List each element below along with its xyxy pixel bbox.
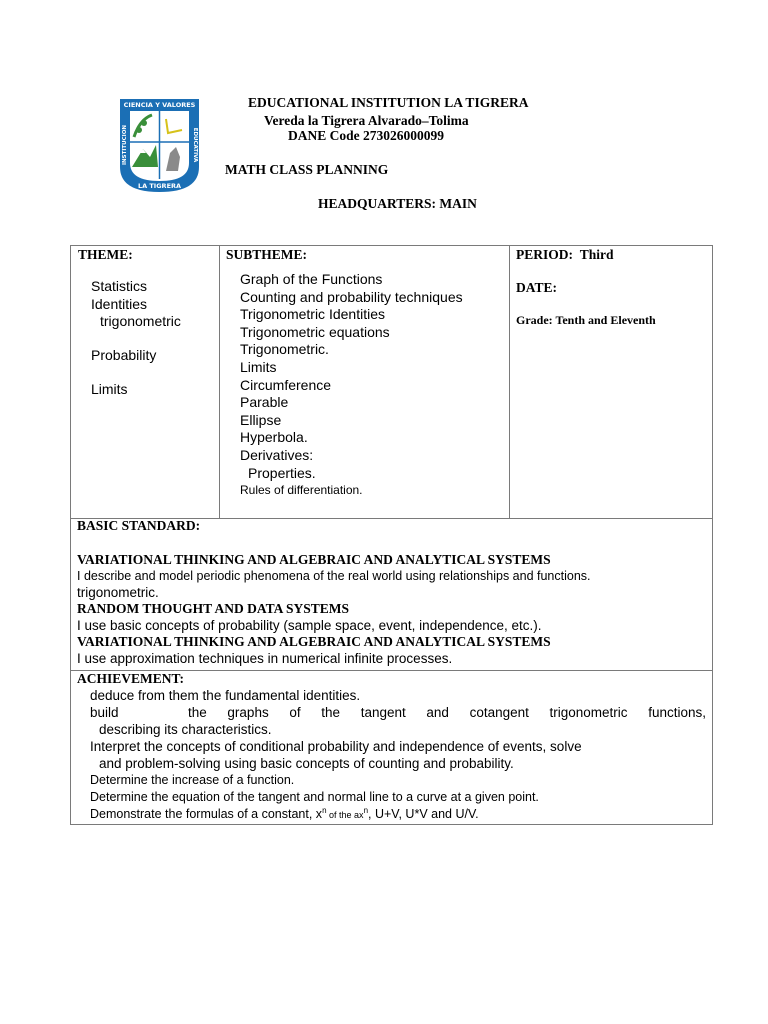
achievement-item: Interpret the concepts of conditional probability and independence of events, solve bbox=[90, 739, 582, 754]
achievement-item-cont: and problem-solving using basic concepts of counting and probability. bbox=[99, 756, 514, 771]
subtheme-item: Graph of the Functions bbox=[240, 271, 383, 287]
class-planning-title: MATH CLASS PLANNING bbox=[225, 162, 389, 177]
subtheme-item: Trigonometric Identities bbox=[240, 306, 385, 323]
achievement-item: build the graphs of the tangent and cotangent trigonometric functions, bbox=[77, 704, 706, 721]
subtheme-item: Rules of differentiation. bbox=[240, 483, 363, 498]
headquarters: HEADQUARTERS: MAIN bbox=[318, 196, 477, 211]
subtheme-cell bbox=[220, 246, 510, 519]
subtheme-item: Limits bbox=[240, 358, 277, 375]
subtheme-item: Trigonometric. bbox=[240, 341, 329, 358]
period-cell bbox=[510, 246, 713, 519]
planning-table bbox=[70, 245, 713, 825]
subtheme-item: Counting and probability techniques bbox=[240, 288, 463, 305]
bullet-box-icon bbox=[77, 704, 90, 721]
grade-text: Grade: Tenth and Eleventh bbox=[516, 313, 656, 327]
standard-text: trigonometric. bbox=[77, 585, 159, 600]
theme-item: Limits bbox=[91, 381, 128, 398]
theme-item: Identities bbox=[91, 295, 148, 312]
subtheme-item: Derivatives: bbox=[240, 446, 314, 463]
achievement-label: ACHIEVEMENT: bbox=[77, 671, 185, 686]
subtheme-item: Hyperbola. bbox=[240, 429, 308, 446]
achievement-item-cont: describing its characteristics. bbox=[99, 722, 272, 737]
logo-top-text: CIENCIA Y VALORES bbox=[123, 101, 196, 109]
theme-item-cont: trigonometric bbox=[100, 313, 181, 330]
achievement-item: Demonstrate the formulas of a constant, $x^n$ of the $ax^n$, U+V, U*V and U/V. bbox=[90, 805, 479, 821]
standard-section-title: VARIATIONAL THINKING AND ALGEBRAIC AND ANALYTICAL SYSTEMS bbox=[77, 634, 551, 649]
subtheme-label: SUBTHEME: bbox=[226, 247, 308, 262]
basic-standard-cell bbox=[71, 519, 713, 671]
achievement-cell bbox=[71, 671, 713, 825]
standard-text: I describe and model periodic phenomena of the real world using relationships and functions. bbox=[77, 569, 591, 583]
theme-item: Statistics bbox=[91, 278, 148, 294]
subtheme-item-cont: Properties. bbox=[248, 464, 316, 481]
achievement-item: deduce from them the fundamental identities. bbox=[90, 688, 361, 703]
institution-address: Vereda la Tigrera Alvarado–Tolima bbox=[264, 113, 469, 128]
logo-right-text: EDUCATIVA bbox=[192, 127, 198, 163]
theme-cell bbox=[71, 246, 220, 519]
achievement-item: Determine the increase of a function. bbox=[90, 773, 295, 787]
subtheme-item: Trigonometric equations bbox=[240, 323, 390, 340]
logo-bottom-text: LA TIGRERA bbox=[137, 182, 182, 190]
achievement-item: Determine the equation of the tangent and normal line to a curve at a given point. bbox=[90, 790, 539, 804]
institution-name: EDUCATIONAL INSTITUTION LA TIGRERA bbox=[248, 95, 529, 110]
standard-section-title: RANDOM THOUGHT AND DATA SYSTEMS bbox=[77, 601, 350, 616]
standard-text: I use approximation techniques in numerical infinite processes. bbox=[77, 651, 453, 666]
subtheme-item: Ellipse bbox=[240, 411, 282, 428]
dane-code: DANE Code 273026000099 bbox=[288, 128, 445, 143]
standard-section-title: VARIATIONAL THINKING AND ALGEBRAIC AND ANALYTICAL SYSTEMS bbox=[77, 552, 551, 567]
standard-text: I use basic concepts of probability (sample space, event, independence, etc.). bbox=[77, 618, 542, 633]
period-row bbox=[516, 247, 712, 263]
period-label: PERIOD: bbox=[516, 247, 573, 262]
logo-left-text: INSTITUCION bbox=[122, 125, 128, 165]
date-label: DATE: bbox=[516, 280, 558, 295]
subtheme-item: Circumference bbox=[240, 376, 332, 393]
basic-standard-label: BASIC STANDARD: bbox=[77, 518, 201, 533]
school-logo bbox=[118, 97, 201, 194]
theme-item: Probability bbox=[91, 346, 157, 363]
theme-label: THEME: bbox=[78, 247, 133, 262]
subtheme-item: Parable bbox=[240, 394, 289, 411]
period-value: Third bbox=[579, 247, 614, 262]
